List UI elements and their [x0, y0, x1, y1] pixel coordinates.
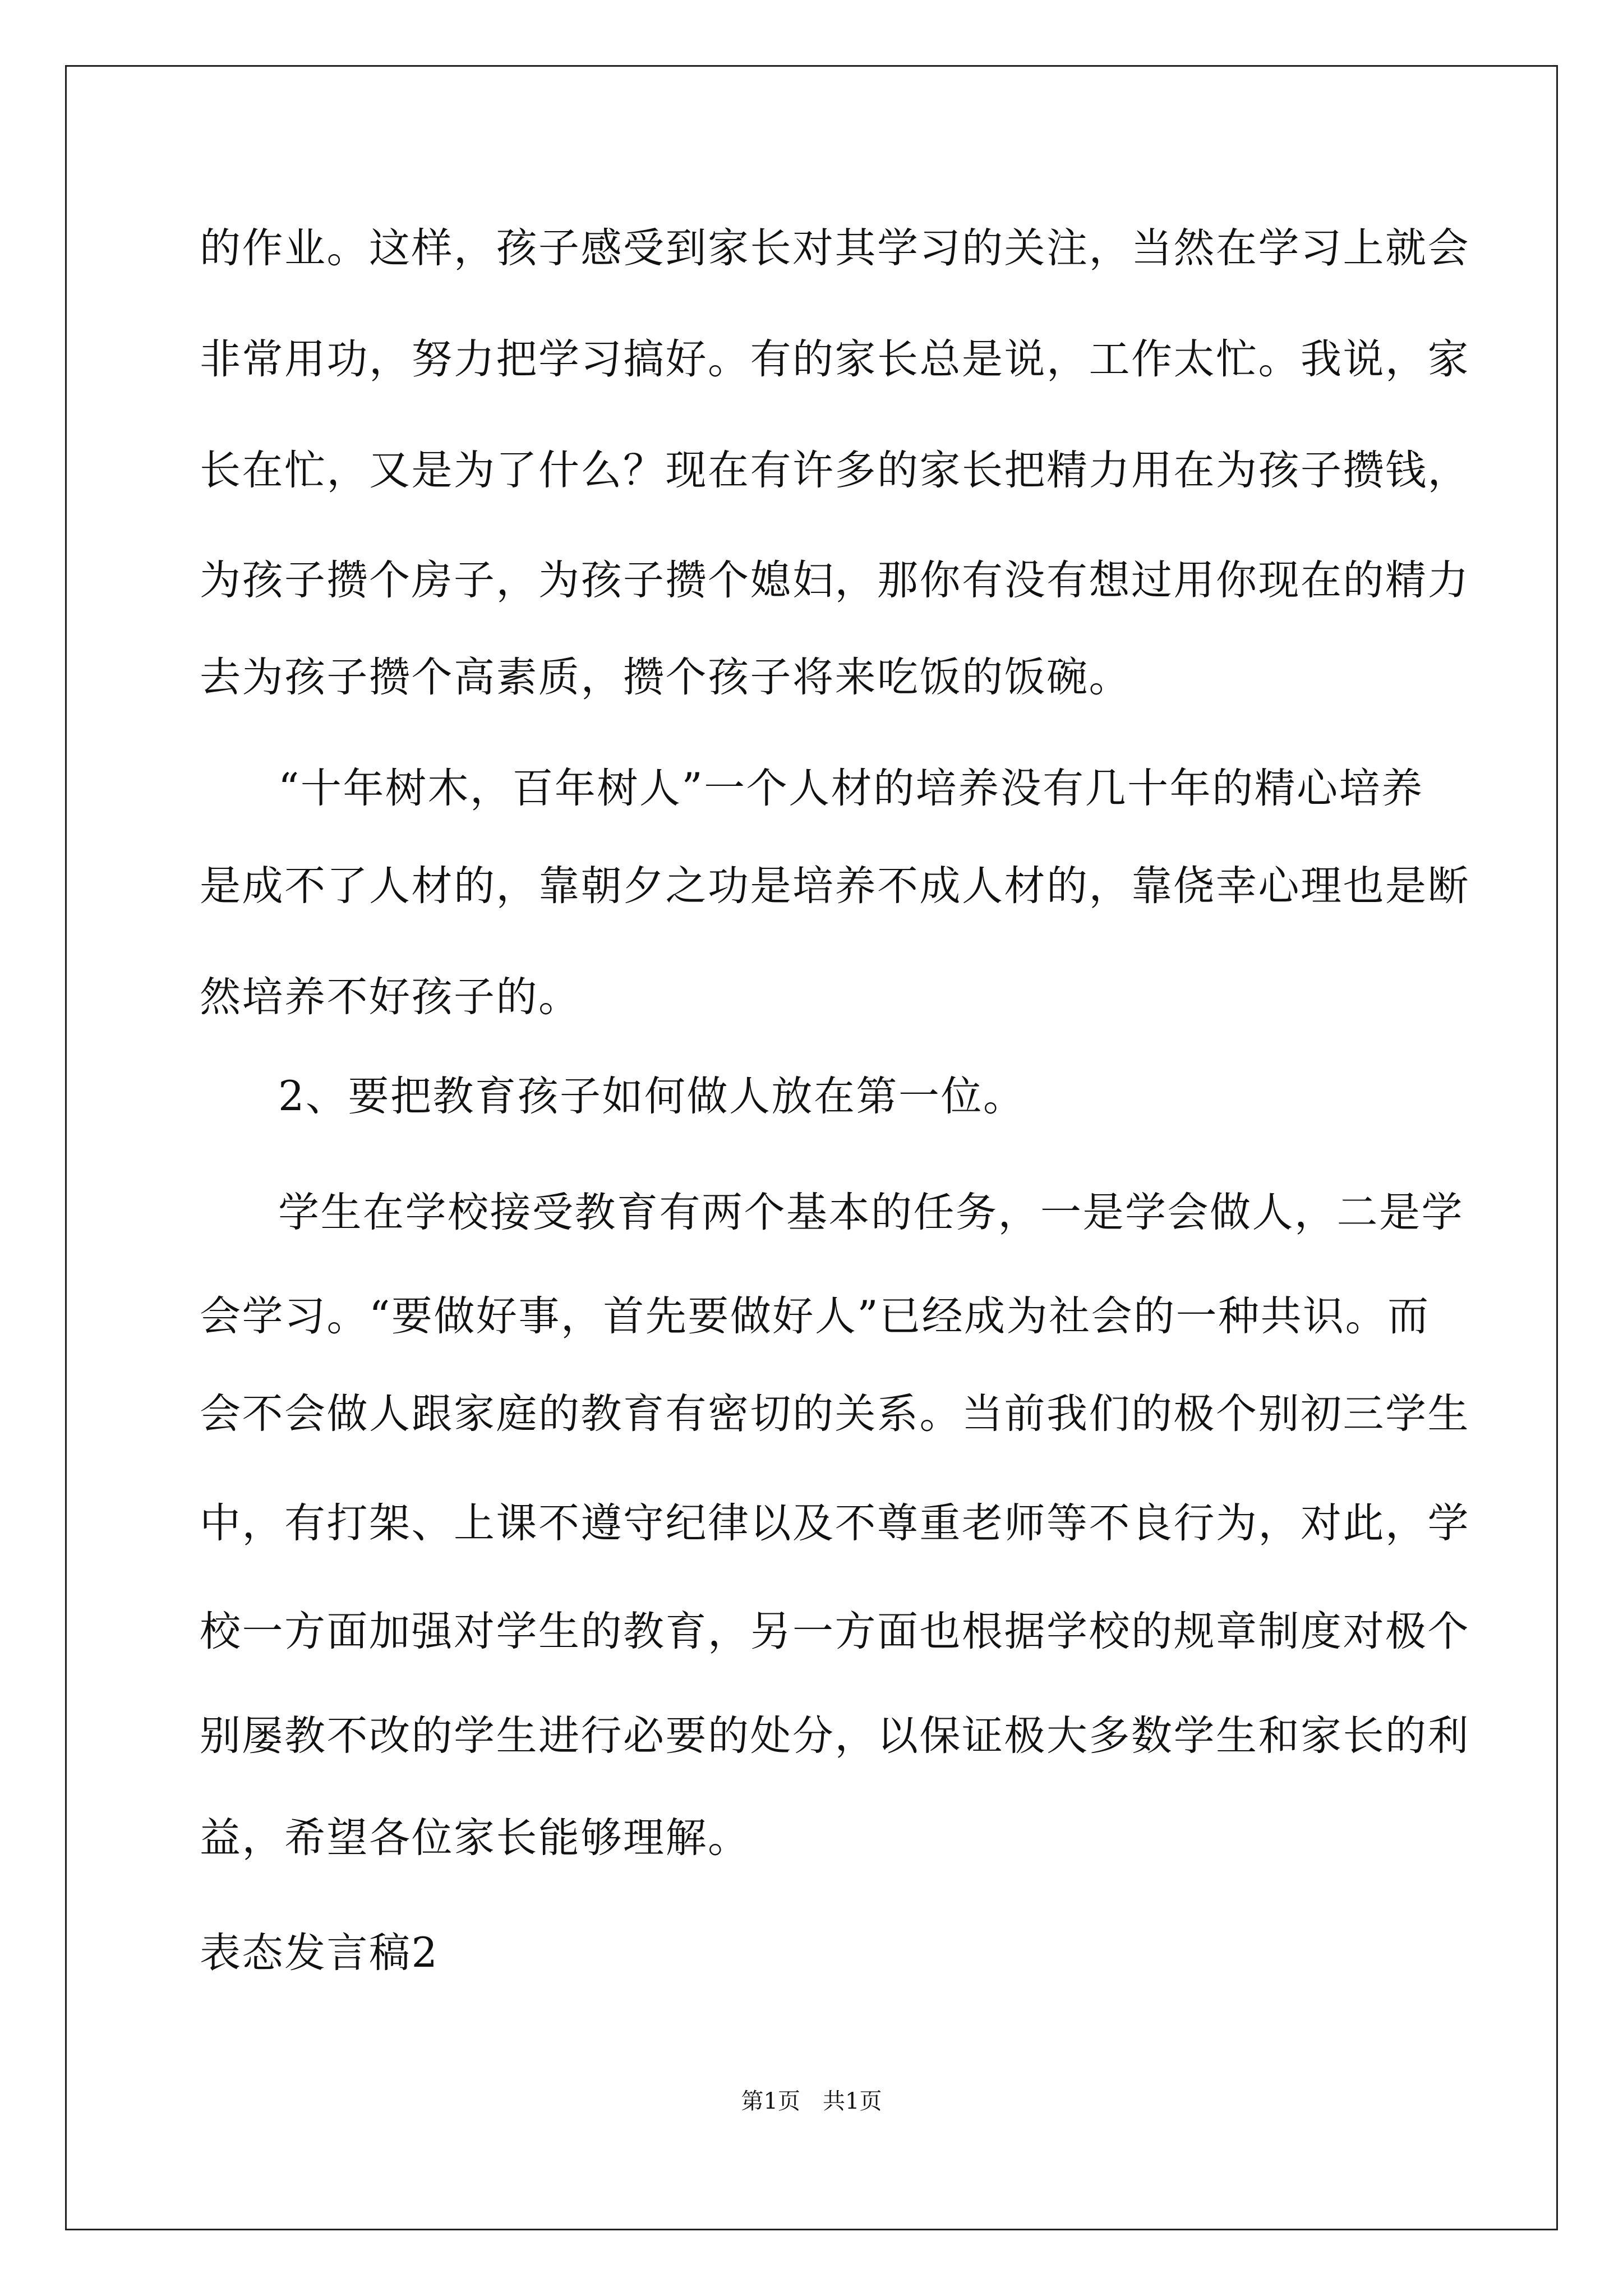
paragraph-first-line: 学生在学校接受教育有两个基本的任务，一是学会做人，二是学 — [278, 1189, 1464, 1236]
body-line: 校一方面加强对学生的教育，另一方面也根据学校的规章制度对极个 — [200, 1608, 1470, 1655]
document-title: 表态发言稿2 — [200, 1929, 439, 1977]
page-footer: 第1页 共1页 — [741, 2088, 882, 2114]
body-line: 中，有打架、上课不遵守纪律以及不尊重老师等不良行为，对此，学 — [200, 1499, 1470, 1547]
body-line: 非常用功，努力把学习搞好。有的家长总是说，工作太忙。我说，家 — [200, 335, 1470, 383]
body-line: 长在忙，又是为了什么？现在有许多的家长把精力用在为孩子攒钱， — [200, 447, 1470, 494]
body-line: 去为孩子攒个高素质，攒个孩子将来吃饭的饭碗。 — [200, 654, 1131, 701]
body-line: 的作业。这样，孩子感受到家长对其学习的关注，当然在学习上就会 — [200, 224, 1470, 272]
body-line: 会学习。“要做好事，首先要做好人”已经成为社会的一种共识。而 — [200, 1292, 1430, 1340]
page-border — [65, 65, 1558, 2230]
paragraph-first-line: “十年树木，百年树人”一个人材的培养没有几十年的精心培养 — [278, 765, 1424, 812]
section-heading: 2、要把教育孩子如何做人放在第一位。 — [278, 1073, 1026, 1120]
body-line: 益，希望各位家长能够理解。 — [200, 1814, 750, 1862]
body-line: 别屡教不改的学生进行必要的处分，以保证极大多数学生和家长的利 — [200, 1712, 1470, 1760]
body-line: 然培养不好孩子的。 — [200, 973, 581, 1021]
body-line: 是成不了人材的，靠朝夕之功是培养不成人材的，靠侥幸心理也是断 — [200, 862, 1470, 910]
body-line: 会不会做人跟家庭的教育有密切的关系。当前我们的极个别初三学生 — [200, 1390, 1470, 1438]
body-line: 为孩子攒个房子，为孩子攒个媳妇，那你有没有想过用你现在的精力 — [200, 556, 1470, 604]
